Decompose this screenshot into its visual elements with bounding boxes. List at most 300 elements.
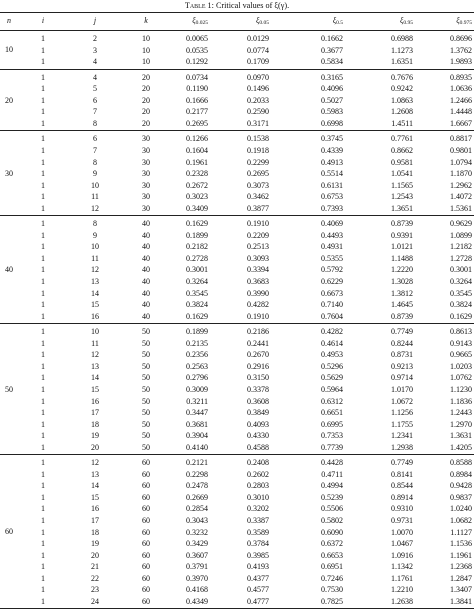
cell-i: 1 [41, 350, 45, 360]
cell-xi-05: 0.6131 [321, 180, 343, 190]
cell-xi-095: 1.0541 [391, 169, 413, 179]
header-k: k [144, 16, 148, 25]
cell-k: 30 [142, 157, 150, 167]
cell-xi-095: 0.7749 [391, 458, 413, 468]
cell-j: 4 [93, 72, 97, 82]
cell-xi-005: 0.2916 [247, 361, 269, 371]
cell-k: 30 [142, 169, 150, 179]
cell-xi-0975: 0.3824 [450, 300, 472, 310]
cell-xi-005: 0.1538 [247, 134, 269, 144]
cell-xi-0975: 1.2443 [450, 408, 472, 418]
cell-xi-0975: 0.8984 [450, 469, 472, 479]
cell-xi-05: 0.7604 [321, 311, 343, 321]
cell-j: 15 [91, 492, 99, 502]
cell-i: 1 [41, 527, 45, 537]
cell-xi-0975: 1.3407 [450, 585, 472, 595]
cell-k: 40 [142, 311, 150, 321]
cell-xi-0975: 0.1629 [450, 311, 472, 321]
cell-j: 23 [91, 585, 99, 595]
cell-i: 1 [41, 504, 45, 514]
header-j: j [93, 16, 97, 25]
cell-xi-095: 1.2608 [391, 107, 413, 117]
cell-xi-05: 0.5027 [321, 95, 343, 105]
header-xi-0975: ξ0.975 [456, 16, 472, 26]
cell-xi-095: 1.0170 [391, 384, 413, 394]
cell-xi-095: 1.2220 [391, 265, 413, 275]
cell-xi-005: 0.2186 [247, 327, 269, 337]
cell-xi-05: 0.5239 [321, 492, 343, 502]
cell-j: 7 [93, 107, 97, 117]
cell-xi-0975: 0.8613 [450, 327, 472, 337]
cell-k: 40 [142, 242, 150, 252]
cell-xi-095: 0.7749 [391, 327, 413, 337]
cell-xi-0025: 0.3824 [186, 300, 208, 310]
cell-xi-005: 0.4777 [247, 596, 269, 606]
cell-xi-0025: 0.0535 [186, 45, 208, 55]
cell-j: 3 [93, 45, 97, 55]
cell-j: 17 [91, 516, 99, 525]
cell-i: 1 [41, 169, 45, 179]
cell-k: 30 [142, 192, 150, 202]
cell-j: 13 [91, 361, 99, 371]
cell-xi-005: 0.0129 [247, 34, 269, 43]
cell-xi-05: 0.4711 [321, 469, 343, 479]
cell-xi-0025: 0.0734 [186, 72, 208, 82]
cell-xi-005: 0.2299 [247, 157, 269, 167]
cell-j: 9 [93, 230, 97, 240]
cell-xi-0025: 0.3211 [186, 396, 208, 406]
cell-xi-0025: 0.2356 [186, 350, 208, 360]
cell-xi-095: 0.8141 [391, 469, 413, 479]
group-n: 60 [5, 527, 13, 537]
cell-xi-05: 0.6673 [321, 288, 343, 298]
group-n: 30 [5, 168, 13, 178]
cell-xi-0025: 0.3681 [186, 419, 208, 429]
cell-j: 10 [91, 180, 99, 190]
cell-xi-0975: 0.8696 [450, 34, 472, 43]
cell-xi-005: 0.3073 [247, 180, 269, 190]
cell-k: 20 [142, 107, 150, 117]
cell-xi-095: 0.9310 [391, 504, 413, 514]
cell-xi-005: 0.2602 [247, 469, 269, 479]
cell-xi-05: 0.4913 [321, 157, 343, 167]
cell-i: 1 [41, 562, 45, 572]
cell-k: 30 [142, 180, 150, 190]
cell-xi-05: 0.5792 [321, 265, 343, 275]
cell-j: 10 [91, 327, 99, 337]
cell-xi-0025: 0.3409 [186, 203, 208, 213]
cell-xi-05: 0.6951 [321, 562, 343, 572]
cell-xi-0975: 1.2847 [450, 573, 472, 583]
cell-xi-095: 1.6351 [391, 57, 413, 67]
cell-xi-095: 0.8544 [391, 481, 413, 491]
cell-xi-0975: 1.0899 [450, 230, 472, 240]
cell-xi-05: 0.4096 [321, 84, 343, 94]
cell-xi-095: 0.8662 [391, 145, 413, 155]
cell-xi-05: 0.7246 [321, 573, 343, 583]
cell-xi-0025: 0.1666 [186, 95, 208, 105]
cell-j: 17 [91, 408, 99, 418]
cell-xi-005: 0.3010 [247, 492, 269, 502]
cell-k: 60 [142, 458, 150, 468]
cell-xi-005: 0.3608 [247, 396, 269, 406]
cell-i: 1 [41, 408, 45, 418]
cell-i: 1 [41, 288, 45, 298]
cell-j: 6 [93, 134, 97, 144]
cell-k: 50 [142, 327, 150, 337]
cell-i: 1 [41, 45, 45, 55]
cell-k: 60 [142, 504, 150, 514]
cell-k: 20 [142, 84, 150, 94]
cell-xi-095: 1.2938 [391, 442, 413, 452]
cell-j: 13 [91, 469, 99, 479]
cell-xi-095: 0.9391 [391, 230, 413, 240]
cell-xi-05: 0.5514 [321, 169, 343, 179]
cell-j: 11 [91, 338, 99, 348]
cell-xi-05: 0.3745 [321, 134, 343, 144]
cell-xi-005: 0.2209 [247, 230, 269, 240]
cell-xi-05: 0.6229 [321, 277, 343, 286]
cell-xi-0025: 0.3043 [186, 516, 208, 525]
cell-i: 1 [41, 300, 45, 310]
cell-i: 1 [41, 180, 45, 190]
cell-j: 14 [91, 481, 99, 491]
cell-k: 60 [142, 596, 150, 606]
cell-i: 1 [41, 458, 45, 468]
cell-xi-0025: 0.1899 [186, 230, 208, 240]
cell-j: 8 [93, 157, 97, 167]
cell-xi-05: 0.6653 [321, 550, 343, 560]
cell-xi-05: 0.4953 [321, 350, 343, 360]
cell-i: 1 [41, 203, 45, 213]
cell-xi-0025: 0.1292 [186, 57, 208, 67]
cell-xi-005: 0.4330 [247, 431, 269, 441]
cell-k: 60 [142, 481, 150, 491]
cell-xi-0975: 1.1870 [450, 169, 472, 179]
cell-xi-005: 0.1496 [247, 84, 269, 94]
cell-xi-0025: 0.3545 [186, 288, 208, 298]
cell-j: 14 [91, 288, 99, 298]
cell-xi-05: 0.5296 [321, 361, 343, 371]
cell-xi-05: 0.6753 [321, 192, 343, 202]
group-rule [0, 323, 474, 324]
cell-xi-0975: 1.4072 [450, 192, 472, 202]
cell-xi-005: 0.2803 [247, 481, 269, 491]
group-n: 10 [5, 45, 13, 55]
cell-xi-0025: 0.2121 [186, 458, 208, 468]
cell-k: 60 [142, 492, 150, 502]
cell-j: 16 [91, 504, 99, 514]
header-xi-0025: ξ0.025 [192, 16, 208, 26]
cell-k: 20 [142, 72, 150, 82]
cell-xi-095: 0.9581 [391, 157, 413, 167]
cell-k: 50 [142, 350, 150, 360]
cell-k: 50 [142, 361, 150, 371]
cell-i: 1 [41, 419, 45, 429]
cell-k: 40 [142, 265, 150, 275]
cell-k: 40 [142, 288, 150, 298]
cell-k: 60 [142, 469, 150, 479]
cell-k: 50 [142, 408, 150, 418]
cell-k: 60 [142, 527, 150, 537]
cell-xi-095: 1.0467 [391, 539, 413, 549]
cell-j: 5 [93, 84, 97, 94]
cell-xi-005: 0.2033 [247, 95, 269, 105]
cell-xi-095: 1.1256 [391, 408, 413, 418]
cell-i: 1 [41, 550, 45, 560]
cell-xi-05: 0.7825 [321, 596, 343, 606]
cell-xi-0975: 0.9428 [450, 481, 472, 491]
cell-xi-095: 1.0070 [391, 527, 413, 537]
cell-xi-05: 0.4069 [321, 219, 343, 229]
cell-i: 1 [41, 72, 45, 82]
cell-xi-095: 1.1342 [391, 562, 413, 572]
cell-xi-005: 0.3683 [247, 277, 269, 286]
cell-k: 10 [142, 34, 150, 43]
cell-j: 14 [91, 373, 99, 383]
group-rule [0, 69, 474, 70]
cell-xi-0975: 1.2182 [450, 242, 472, 252]
cell-k: 30 [142, 145, 150, 155]
cell-xi-095: 1.1755 [391, 419, 413, 429]
cell-xi-0975: 0.3001 [450, 265, 472, 275]
table-title: : Critical values of ξ(γ). [211, 1, 290, 10]
table-label: Table 1 [184, 1, 212, 10]
cell-i: 1 [41, 118, 45, 128]
cell-xi-005: 0.4377 [247, 573, 269, 583]
cell-i: 1 [41, 573, 45, 583]
cell-xi-0025: 0.3023 [186, 192, 208, 202]
cell-i: 1 [41, 277, 45, 286]
cell-i: 1 [41, 539, 45, 549]
cell-xi-0975: 1.9893 [450, 57, 472, 67]
cell-xi-005: 0.3877 [247, 203, 269, 213]
cell-i: 1 [41, 431, 45, 441]
top-rule [0, 12, 474, 13]
cell-j: 4 [93, 57, 97, 67]
cell-j: 8 [93, 118, 97, 128]
cell-j: 21 [91, 562, 99, 572]
cell-xi-095: 1.0121 [391, 242, 413, 252]
cell-xi-0975: 1.2970 [450, 419, 472, 429]
cell-xi-095: 0.8739 [391, 311, 413, 321]
cell-xi-005: 0.3171 [247, 118, 269, 128]
header-n: n [7, 16, 11, 25]
cell-xi-005: 0.2670 [247, 350, 269, 360]
cell-i: 1 [41, 384, 45, 394]
cell-xi-0025: 0.3009 [186, 384, 208, 394]
cell-j: 12 [91, 350, 99, 360]
cell-xi-005: 0.2408 [247, 458, 269, 468]
cell-xi-0025: 0.2135 [186, 338, 208, 348]
cell-xi-05: 0.4994 [321, 481, 343, 491]
cell-i: 1 [41, 327, 45, 337]
cell-xi-0025: 0.1961 [186, 157, 208, 167]
cell-xi-05: 0.7393 [321, 203, 343, 213]
cell-xi-0025: 0.2854 [186, 504, 208, 514]
cell-k: 40 [142, 230, 150, 240]
cell-k: 50 [142, 431, 150, 441]
cell-xi-0975: 1.4205 [450, 442, 472, 452]
cell-xi-0975: 1.0240 [450, 504, 472, 514]
cell-i: 1 [41, 516, 45, 525]
cell-xi-0025: 0.2478 [186, 481, 208, 491]
cell-j: 16 [91, 396, 99, 406]
cell-i: 1 [41, 134, 45, 144]
cell-xi-05: 0.3165 [321, 72, 343, 82]
cell-xi-095: 1.4511 [391, 118, 413, 128]
cell-xi-0975: 1.2368 [450, 562, 472, 572]
cell-i: 1 [41, 145, 45, 155]
cell-xi-0025: 0.1629 [186, 219, 208, 229]
cell-xi-05: 0.5964 [321, 384, 343, 394]
cell-xi-005: 0.3150 [247, 373, 269, 383]
cell-k: 60 [142, 562, 150, 572]
cell-xi-0025: 0.2182 [186, 242, 208, 252]
cell-j: 11 [91, 192, 99, 202]
header-xi-05: ξ0.5 [332, 16, 343, 26]
cell-xi-095: 1.0672 [391, 396, 413, 406]
cell-xi-0025: 0.2728 [186, 253, 208, 263]
cell-k: 40 [142, 277, 150, 286]
cell-xi-005: 0.2513 [247, 242, 269, 252]
cell-xi-095: 0.9731 [391, 516, 413, 525]
cell-xi-005: 0.3387 [247, 516, 269, 525]
cell-xi-05: 0.6995 [321, 419, 343, 429]
cell-j: 18 [91, 527, 99, 537]
cell-xi-005: 0.3589 [247, 527, 269, 537]
group-rule [0, 454, 474, 455]
cell-i: 1 [41, 492, 45, 502]
cell-k: 60 [142, 516, 150, 525]
cell-xi-005: 0.3378 [247, 384, 269, 394]
cell-xi-0025: 0.2328 [186, 169, 208, 179]
group-n: 50 [5, 384, 13, 394]
cell-xi-095: 1.3651 [391, 203, 413, 213]
cell-xi-095: 1.3812 [391, 288, 413, 298]
cell-xi-05: 0.6998 [321, 118, 343, 128]
cell-xi-05: 0.5506 [321, 504, 343, 514]
cell-xi-095: 1.1488 [391, 253, 413, 263]
header-i: i [41, 16, 45, 25]
cell-xi-0975: 1.2962 [450, 180, 472, 190]
cell-xi-0025: 0.1899 [186, 327, 208, 337]
cell-j: 15 [91, 384, 99, 394]
cell-k: 50 [142, 419, 150, 429]
cell-i: 1 [41, 338, 45, 348]
cell-xi-005: 0.4577 [247, 585, 269, 595]
cell-xi-0025: 0.3264 [186, 277, 208, 286]
cell-xi-005: 0.3849 [247, 408, 269, 418]
cell-i: 1 [41, 361, 45, 371]
cell-k: 60 [142, 539, 150, 549]
cell-xi-005: 0.1910 [247, 219, 269, 229]
cell-i: 1 [41, 311, 45, 321]
cell-xi-05: 0.1662 [321, 34, 343, 43]
table-caption [0, 1, 474, 11]
cell-i: 1 [41, 596, 45, 606]
cell-i: 1 [41, 396, 45, 406]
cell-xi-05: 0.3677 [321, 45, 343, 55]
cell-xi-0975: 0.3545 [450, 288, 472, 298]
cell-xi-05: 0.6312 [321, 396, 343, 406]
cell-xi-095: 1.2341 [391, 431, 413, 441]
cell-xi-0025: 0.2672 [186, 180, 208, 190]
cell-i: 1 [41, 84, 45, 94]
cell-xi-095: 0.9213 [391, 361, 413, 371]
header-xi-095: ξ0.95 [399, 16, 413, 26]
cell-xi-005: 0.4588 [247, 442, 269, 452]
cell-xi-095: 0.8739 [391, 219, 413, 229]
cell-xi-095: 1.0863 [391, 95, 413, 105]
cell-xi-0025: 0.4349 [186, 596, 208, 606]
cell-k: 60 [142, 550, 150, 560]
cell-j: 12 [91, 203, 99, 213]
cell-xi-0975: 0.9665 [450, 350, 472, 360]
cell-k: 60 [142, 573, 150, 583]
cell-xi-0975: 0.8935 [450, 72, 472, 82]
cell-xi-0975: 1.0636 [450, 84, 472, 94]
group-rule [0, 130, 474, 131]
cell-k: 30 [142, 203, 150, 213]
cell-k: 40 [142, 219, 150, 229]
cell-xi-095: 1.2543 [391, 192, 413, 202]
cell-k: 10 [142, 57, 150, 67]
cell-xi-005: 0.3093 [247, 253, 269, 263]
cell-xi-0975: 1.3631 [450, 431, 472, 441]
cell-xi-005: 0.0774 [247, 45, 269, 55]
cell-j: 16 [91, 311, 99, 321]
cell-xi-0025: 0.3607 [186, 550, 208, 560]
cell-k: 50 [142, 338, 150, 348]
cell-xi-0025: 0.1604 [186, 145, 208, 155]
cell-i: 1 [41, 253, 45, 263]
cell-xi-05: 0.4931 [321, 242, 343, 252]
cell-xi-0025: 0.1266 [186, 134, 208, 144]
cell-xi-095: 1.2210 [391, 585, 413, 595]
cell-xi-05: 0.6651 [321, 408, 343, 418]
cell-xi-05: 0.6372 [321, 539, 343, 549]
cell-xi-005: 0.2695 [247, 169, 269, 179]
cell-i: 1 [41, 469, 45, 479]
cell-j: 11 [91, 253, 99, 263]
cell-xi-0025: 0.1190 [186, 84, 208, 94]
cell-xi-0025: 0.2563 [186, 361, 208, 371]
cell-j: 8 [93, 219, 97, 229]
cell-xi-0025: 0.2695 [186, 118, 208, 128]
cell-xi-0025: 0.2298 [186, 469, 208, 479]
cell-j: 6 [93, 95, 97, 105]
cell-j: 24 [91, 596, 99, 606]
cell-xi-095: 0.9242 [391, 84, 413, 94]
cell-xi-0975: 0.9143 [450, 338, 472, 348]
cell-j: 15 [91, 300, 99, 310]
cell-xi-0975: 1.0203 [450, 361, 472, 371]
cell-xi-005: 0.3985 [247, 550, 269, 560]
cell-xi-05: 0.7140 [321, 300, 343, 310]
cell-xi-095: 1.0916 [391, 550, 413, 560]
cell-k: 30 [142, 134, 150, 144]
cell-i: 1 [41, 57, 45, 67]
cell-xi-005: 0.1709 [247, 57, 269, 67]
cell-k: 50 [142, 384, 150, 394]
cell-xi-0025: 0.3904 [186, 431, 208, 441]
cell-k: 10 [142, 45, 150, 55]
cell-xi-0975: 1.0794 [450, 157, 472, 167]
cell-xi-05: 0.5629 [321, 373, 343, 383]
cell-xi-05: 0.7739 [321, 442, 343, 452]
cell-xi-0975: 1.2728 [450, 253, 472, 263]
